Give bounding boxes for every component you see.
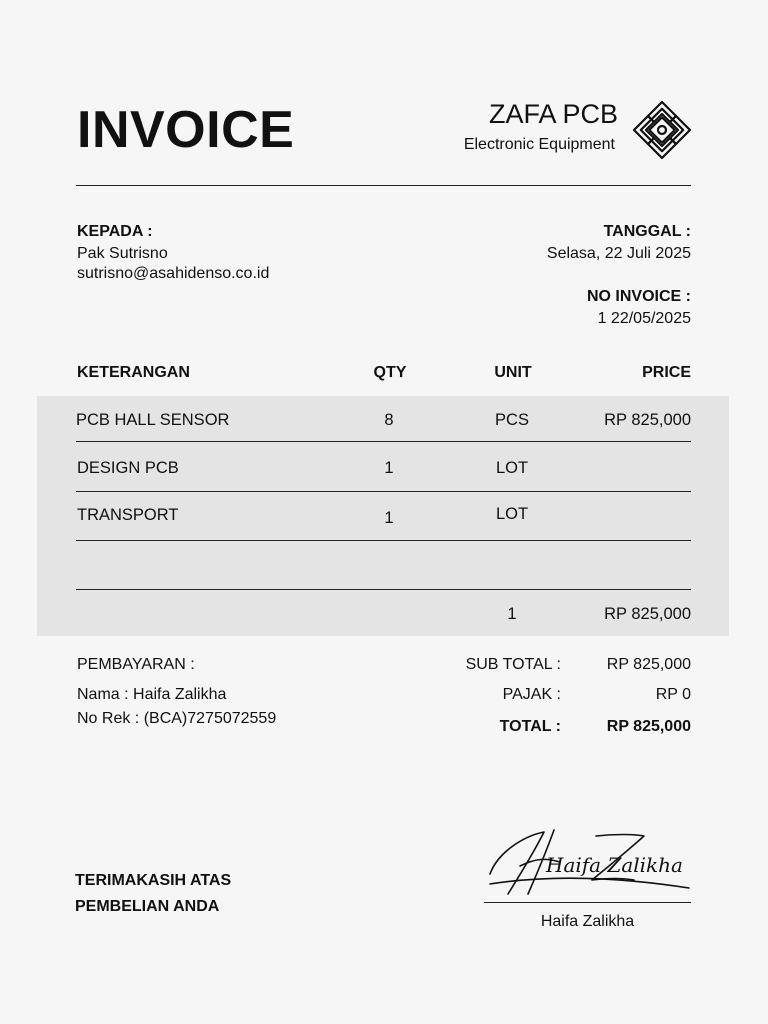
item-qty: 1 <box>384 509 394 527</box>
column-header-qty: QTY <box>373 364 407 381</box>
recipient-label: KEPADA : <box>77 223 153 240</box>
company-name: ZAFA PCB <box>488 99 618 129</box>
thank-you-line-2: PEMBELIAN ANDA <box>75 898 220 915</box>
row-divider <box>76 540 691 541</box>
column-header-description: KETERANGAN <box>77 364 190 381</box>
item-qty: 8 <box>384 411 394 429</box>
signature-image <box>484 822 694 898</box>
invoice-number-value: 1 22/05/2025 <box>597 310 691 327</box>
row-divider <box>76 491 691 492</box>
signature-text: Haifa Zalikha <box>546 853 683 877</box>
recipient-email: sutrisno@asahidenso.co.id <box>77 265 270 282</box>
total-value: RP 825,000 <box>606 718 691 735</box>
row-divider <box>76 441 691 442</box>
tax-label: PAJAK : <box>502 686 561 703</box>
column-header-unit: UNIT <box>494 364 532 381</box>
row-divider <box>76 589 691 590</box>
header-divider <box>76 185 691 186</box>
item-price: RP 825,000 <box>604 411 691 429</box>
invoice-number-label: NO INVOICE : <box>586 288 691 305</box>
item-unit: PCS <box>495 411 529 429</box>
item-description: PCB HALL SENSOR <box>76 411 230 429</box>
date-value: Selasa, 22 Juli 2025 <box>546 245 691 262</box>
column-header-price: PRICE <box>642 364 691 381</box>
company-logo-icon <box>632 100 692 160</box>
date-label: TANGGAL : <box>603 223 691 240</box>
item-unit: LOT <box>495 505 529 523</box>
company-tagline: Electronic Equipment <box>463 136 615 153</box>
payment-account-number: No Rek : (BCA)7275072559 <box>77 710 277 727</box>
item-unit: LOT <box>495 459 529 477</box>
payment-account-name: Nama : Haifa Zalikha <box>77 686 227 703</box>
subtotal-value: RP 825,000 <box>606 656 691 673</box>
signature-line <box>484 902 691 903</box>
total-label: TOTAL : <box>499 718 561 735</box>
invoice-title: INVOICE <box>77 101 295 159</box>
table-footer-price-total: RP 825,000 <box>604 605 691 623</box>
tax-value: RP 0 <box>655 686 691 703</box>
thank-you-line-1: TERIMAKASIH ATAS <box>75 872 232 889</box>
recipient-name: Pak Sutrisno <box>77 245 168 262</box>
signer-name: Haifa Zalikha <box>540 913 635 930</box>
item-description: TRANSPORT <box>77 506 179 524</box>
table-footer-unit-total: 1 <box>507 605 517 623</box>
payment-label: PEMBAYARAN : <box>77 656 195 673</box>
item-qty: 1 <box>384 459 394 477</box>
subtotal-label: SUB TOTAL : <box>465 656 561 673</box>
item-description: DESIGN PCB <box>77 459 179 477</box>
